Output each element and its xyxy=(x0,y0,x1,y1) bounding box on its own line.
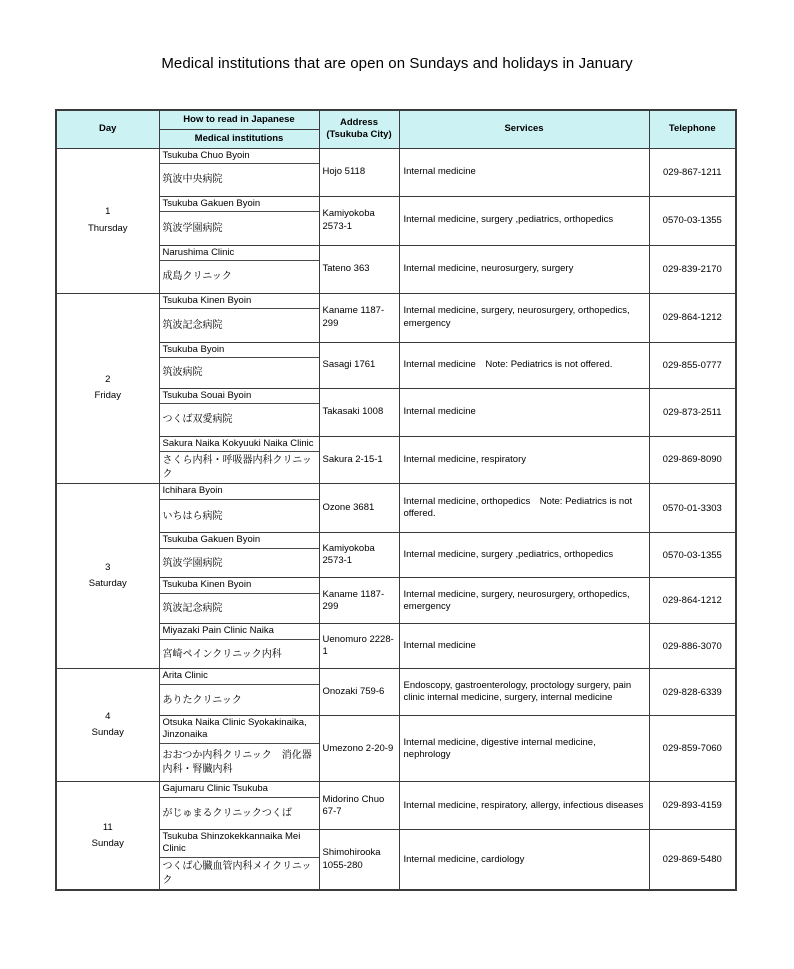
institution-cell xyxy=(159,436,319,484)
day-number: 4 xyxy=(105,711,111,723)
header-address-line2: (Tsukuba City) xyxy=(326,129,392,141)
day-weekday: Sunday xyxy=(91,837,124,849)
institution-name-en: Sakura Naika Kokyuuki Naika Clinic xyxy=(160,437,319,453)
institution-cell xyxy=(159,624,319,669)
address-cell: Hojo 5118 xyxy=(319,148,399,196)
institution-name-en: Narushima Clinic xyxy=(160,246,319,262)
header-address xyxy=(319,110,399,148)
institution-name-jp: 成島クリニック xyxy=(162,271,232,283)
day-cell xyxy=(56,148,159,293)
day-number: 2 xyxy=(105,374,111,386)
page-title: Medical institutions that are open on Sundays and holidays in January xyxy=(161,55,633,72)
institution-name-en: Otsuka Naika Clinic Syokakinaika, Jinzonaika xyxy=(160,716,319,744)
services-cell: Internal medicine, surgery ,pediatrics, orthopedics xyxy=(399,196,649,245)
day-cell xyxy=(56,484,159,669)
address-cell: Ozone 3681 xyxy=(319,484,399,533)
institution-cell xyxy=(159,293,319,342)
institution-name-jp: 宮崎ペインクリニック内科 xyxy=(162,648,282,660)
day-number: 11 xyxy=(102,821,113,833)
services-cell: Internal medicine, cardiology xyxy=(399,830,649,890)
institution-name-en: Arita Clinic xyxy=(160,669,319,685)
institution-name-jp: 筑波記念病院 xyxy=(162,319,223,331)
institution-cell xyxy=(159,342,319,388)
services-cell: Endoscopy, gastroenterology, proctology surgery, pain clinic internal medicine, surgery, internal medicine xyxy=(399,669,649,716)
institution-name-en: Ichihara Byoin xyxy=(160,484,319,500)
institution-name-en: Tsukuba Gakuen Byoin xyxy=(160,533,319,549)
address-cell: Umezono 2-20-9 xyxy=(319,716,399,782)
institution-name-jp: 筑波病院 xyxy=(162,367,203,379)
institution-name-jp: おおつか内科クリニック 消化器内科・腎臓内科 xyxy=(162,750,312,775)
institution-cell xyxy=(159,578,319,624)
telephone-cell: 029-869-8090 xyxy=(649,436,736,484)
telephone-cell: 0570-01-3303 xyxy=(649,484,736,533)
telephone-cell: 029-869-5480 xyxy=(649,830,736,890)
institution-name-en: Tsukuba Gakuen Byoin xyxy=(160,197,319,213)
institution-cell xyxy=(159,388,319,436)
institution-name-jp: つくば双愛病院 xyxy=(162,414,233,426)
institution-name-en: Tsukuba Chuo Byoin xyxy=(160,149,319,165)
address-cell: Tateno 363 xyxy=(319,245,399,293)
institution-cell xyxy=(159,196,319,245)
address-cell: Kamiyokoba 2573-1 xyxy=(319,533,399,578)
telephone-cell: 029-855-0777 xyxy=(649,342,736,388)
address-cell: Sasagi 1761 xyxy=(319,342,399,388)
day-number: 1 xyxy=(105,206,111,218)
address-cell: Kaname 1187-299 xyxy=(319,578,399,624)
services-cell: Internal medicine xyxy=(399,624,649,669)
institution-name-en: Miyazaki Pain Clinic Naika xyxy=(160,624,319,640)
day-cell xyxy=(56,293,159,484)
services-cell: Internal medicine, neurosurgery, surgery xyxy=(399,245,649,293)
address-cell: Uenomuro 2228-1 xyxy=(319,624,399,669)
institution-name-jp: がじゅまるクリニックつくば xyxy=(162,808,292,820)
header-reading: How to read in Japanese xyxy=(159,110,319,129)
services-cell: Internal medicine xyxy=(399,148,649,196)
institution-row xyxy=(56,669,736,716)
institution-cell xyxy=(159,148,319,196)
services-cell: Internal medicine, respiratory xyxy=(399,436,649,484)
institution-row xyxy=(56,148,736,196)
telephone-cell: 029-864-1212 xyxy=(649,578,736,624)
day-weekday: Thursday xyxy=(87,222,128,234)
institution-name-jp: 筑波学園病院 xyxy=(162,557,223,569)
address-cell: Takasaki 1008 xyxy=(319,388,399,436)
header-services: Services xyxy=(399,110,649,148)
institution-cell xyxy=(159,782,319,830)
services-cell: Internal medicine, digestive internal medicine, nephrology xyxy=(399,716,649,782)
institution-cell xyxy=(159,484,319,533)
institution-name-en: Tsukuba Souai Byoin xyxy=(160,389,319,405)
telephone-cell: 029-873-2511 xyxy=(649,388,736,436)
header-institutions: Medical institutions xyxy=(159,129,319,148)
services-cell: Internal medicine, surgery, neurosurgery, orthopedics, emergency xyxy=(399,578,649,624)
day-cell xyxy=(56,669,159,782)
institution-name-en: Tsukuba Shinzokekkannaika Mei Clinic xyxy=(160,830,319,858)
address-cell: Onozaki 759-6 xyxy=(319,669,399,716)
institution-name-jp: さくら内科・呼吸器内科クリニック xyxy=(162,455,312,480)
address-cell: Shimohirooka 1055-280 xyxy=(319,830,399,890)
institution-name-en: Gajumaru Clinic Tsukuba xyxy=(160,782,319,798)
medical-institutions-table xyxy=(55,109,737,891)
header-day: Day xyxy=(56,110,159,148)
telephone-cell: 0570-03-1355 xyxy=(649,533,736,578)
day-weekday: Saturday xyxy=(88,578,127,590)
institution-row xyxy=(56,484,736,533)
institution-row xyxy=(56,293,736,342)
day-cell xyxy=(56,782,159,890)
table-body xyxy=(56,148,736,890)
institution-cell xyxy=(159,669,319,716)
institution-name-jp: ありたクリニック xyxy=(162,694,242,706)
services-cell: Internal medicine, surgery ,pediatrics, orthopedics xyxy=(399,533,649,578)
institution-cell xyxy=(159,245,319,293)
institution-name-en: Tsukuba Kinen Byoin xyxy=(160,578,319,594)
telephone-cell: 029-886-3070 xyxy=(649,624,736,669)
day-weekday: Sunday xyxy=(91,727,124,739)
address-cell: Midorino Chuo 67-7 xyxy=(319,782,399,830)
table-header xyxy=(56,110,736,148)
telephone-cell: 029-893-4159 xyxy=(649,782,736,830)
institution-cell xyxy=(159,830,319,890)
services-cell: Internal medicine, orthopedics Note: Pediatrics is not offered. xyxy=(399,484,649,533)
address-cell: Kaname 1187-299 xyxy=(319,293,399,342)
institution-name-en: Tsukuba Byoin xyxy=(160,343,319,359)
telephone-cell: 029-864-1212 xyxy=(649,293,736,342)
services-cell: Internal medicine Note: Pediatrics is not offered. xyxy=(399,342,649,388)
header-telephone: Telephone xyxy=(649,110,736,148)
header-address-line1: Address xyxy=(339,117,378,129)
services-cell: Internal medicine xyxy=(399,388,649,436)
institution-name-jp: 筑波記念病院 xyxy=(162,603,223,615)
institution-name-jp: つくば心臓血管内科メイクリニック xyxy=(162,861,312,886)
services-cell: Internal medicine, surgery, neurosurgery, orthopedics, emergency xyxy=(399,293,649,342)
day-number: 3 xyxy=(105,562,111,574)
telephone-cell: 0570-03-1355 xyxy=(649,196,736,245)
institution-cell xyxy=(159,716,319,782)
institution-cell xyxy=(159,533,319,578)
telephone-cell: 029-867-1211 xyxy=(649,148,736,196)
address-cell: Sakura 2-15-1 xyxy=(319,436,399,484)
institution-row xyxy=(56,782,736,830)
telephone-cell: 029-839-2170 xyxy=(649,245,736,293)
day-weekday: Friday xyxy=(94,390,121,402)
institution-name-jp: 筑波学園病院 xyxy=(162,222,223,234)
services-cell: Internal medicine, respiratory, allergy, infectious diseases xyxy=(399,782,649,830)
telephone-cell: 029-828-6339 xyxy=(649,669,736,716)
telephone-cell: 029-859-7060 xyxy=(649,716,736,782)
institution-name-jp: いちはら病院 xyxy=(162,510,223,522)
institution-name-jp: 筑波中央病院 xyxy=(162,174,223,186)
institution-name-en: Tsukuba Kinen Byoin xyxy=(160,294,319,310)
address-cell: Kamiyokoba 2573-1 xyxy=(319,196,399,245)
